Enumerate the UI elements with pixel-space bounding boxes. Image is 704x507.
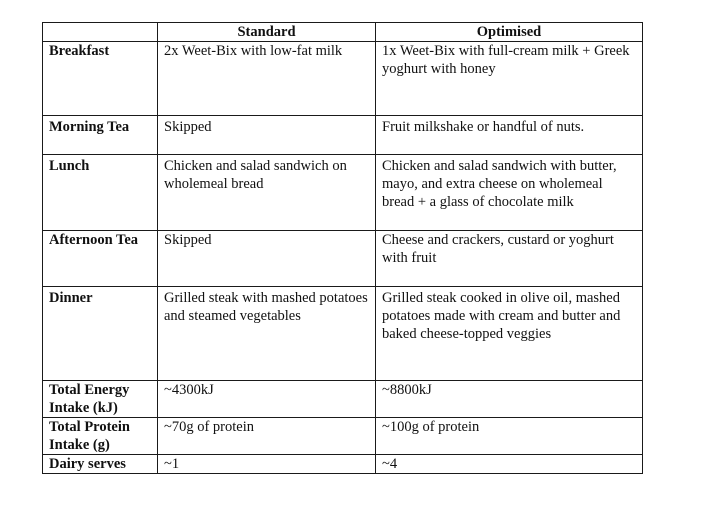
cell-standard-dinner: Grilled steak with mashed potatoes and steamed vegetables bbox=[158, 287, 376, 381]
row-label-total-energy: Total Energy Intake (kJ) bbox=[43, 381, 158, 418]
meal-comparison-table bbox=[42, 22, 643, 474]
header-standard: Standard bbox=[158, 23, 376, 42]
table-row-total-energy bbox=[43, 381, 643, 418]
table-row-lunch bbox=[43, 155, 643, 231]
cell-optimised-afternoon-tea: Cheese and crackers, custard or yoghurt with fruit bbox=[376, 231, 643, 287]
row-label-breakfast: Breakfast bbox=[43, 42, 158, 116]
cell-standard-total-energy: ~4300kJ bbox=[158, 381, 376, 418]
cell-standard-afternoon-tea: Skipped bbox=[158, 231, 376, 287]
table-row-afternoon-tea bbox=[43, 231, 643, 287]
cell-optimised-morning-tea: Fruit milkshake or handful of nuts. bbox=[376, 116, 643, 155]
cell-standard-lunch: Chicken and salad sandwich on wholemeal bread bbox=[158, 155, 376, 231]
table-row-dairy-serves bbox=[43, 455, 643, 474]
cell-standard-morning-tea: Skipped bbox=[158, 116, 376, 155]
row-label-lunch: Lunch bbox=[43, 155, 158, 231]
cell-optimised-dairy-serves: ~4 bbox=[376, 455, 643, 474]
table-header-row bbox=[43, 23, 643, 42]
row-label-morning-tea: Morning Tea bbox=[43, 116, 158, 155]
row-label-dinner: Dinner bbox=[43, 287, 158, 381]
cell-optimised-breakfast: 1x Weet-Bix with full-cream milk + Greek yoghurt with honey bbox=[376, 42, 643, 116]
row-label-total-protein: Total Protein Intake (g) bbox=[43, 418, 158, 455]
row-label-afternoon-tea: Afternoon Tea bbox=[43, 231, 158, 287]
cell-optimised-dinner: Grilled steak cooked in olive oil, mashed potatoes made with cream and butter and baked cheese-topped veggies bbox=[376, 287, 643, 381]
cell-optimised-total-energy: ~8800kJ bbox=[376, 381, 643, 418]
cell-standard-dairy-serves: ~1 bbox=[158, 455, 376, 474]
cell-standard-breakfast: 2x Weet-Bix with low-fat milk bbox=[158, 42, 376, 116]
cell-optimised-total-protein: ~100g of protein bbox=[376, 418, 643, 455]
table-row-breakfast bbox=[43, 42, 643, 116]
table-row-total-protein bbox=[43, 418, 643, 455]
row-label-dairy-serves: Dairy serves bbox=[43, 455, 158, 474]
table-row-dinner bbox=[43, 287, 643, 381]
cell-standard-total-protein: ~70g of protein bbox=[158, 418, 376, 455]
header-corner-cell bbox=[43, 23, 158, 42]
cell-optimised-lunch: Chicken and salad sandwich with butter, mayo, and extra cheese on wholemeal bread + a glass of chocolate milk bbox=[376, 155, 643, 231]
table-row-morning-tea bbox=[43, 116, 643, 155]
header-optimised: Optimised bbox=[376, 23, 643, 42]
